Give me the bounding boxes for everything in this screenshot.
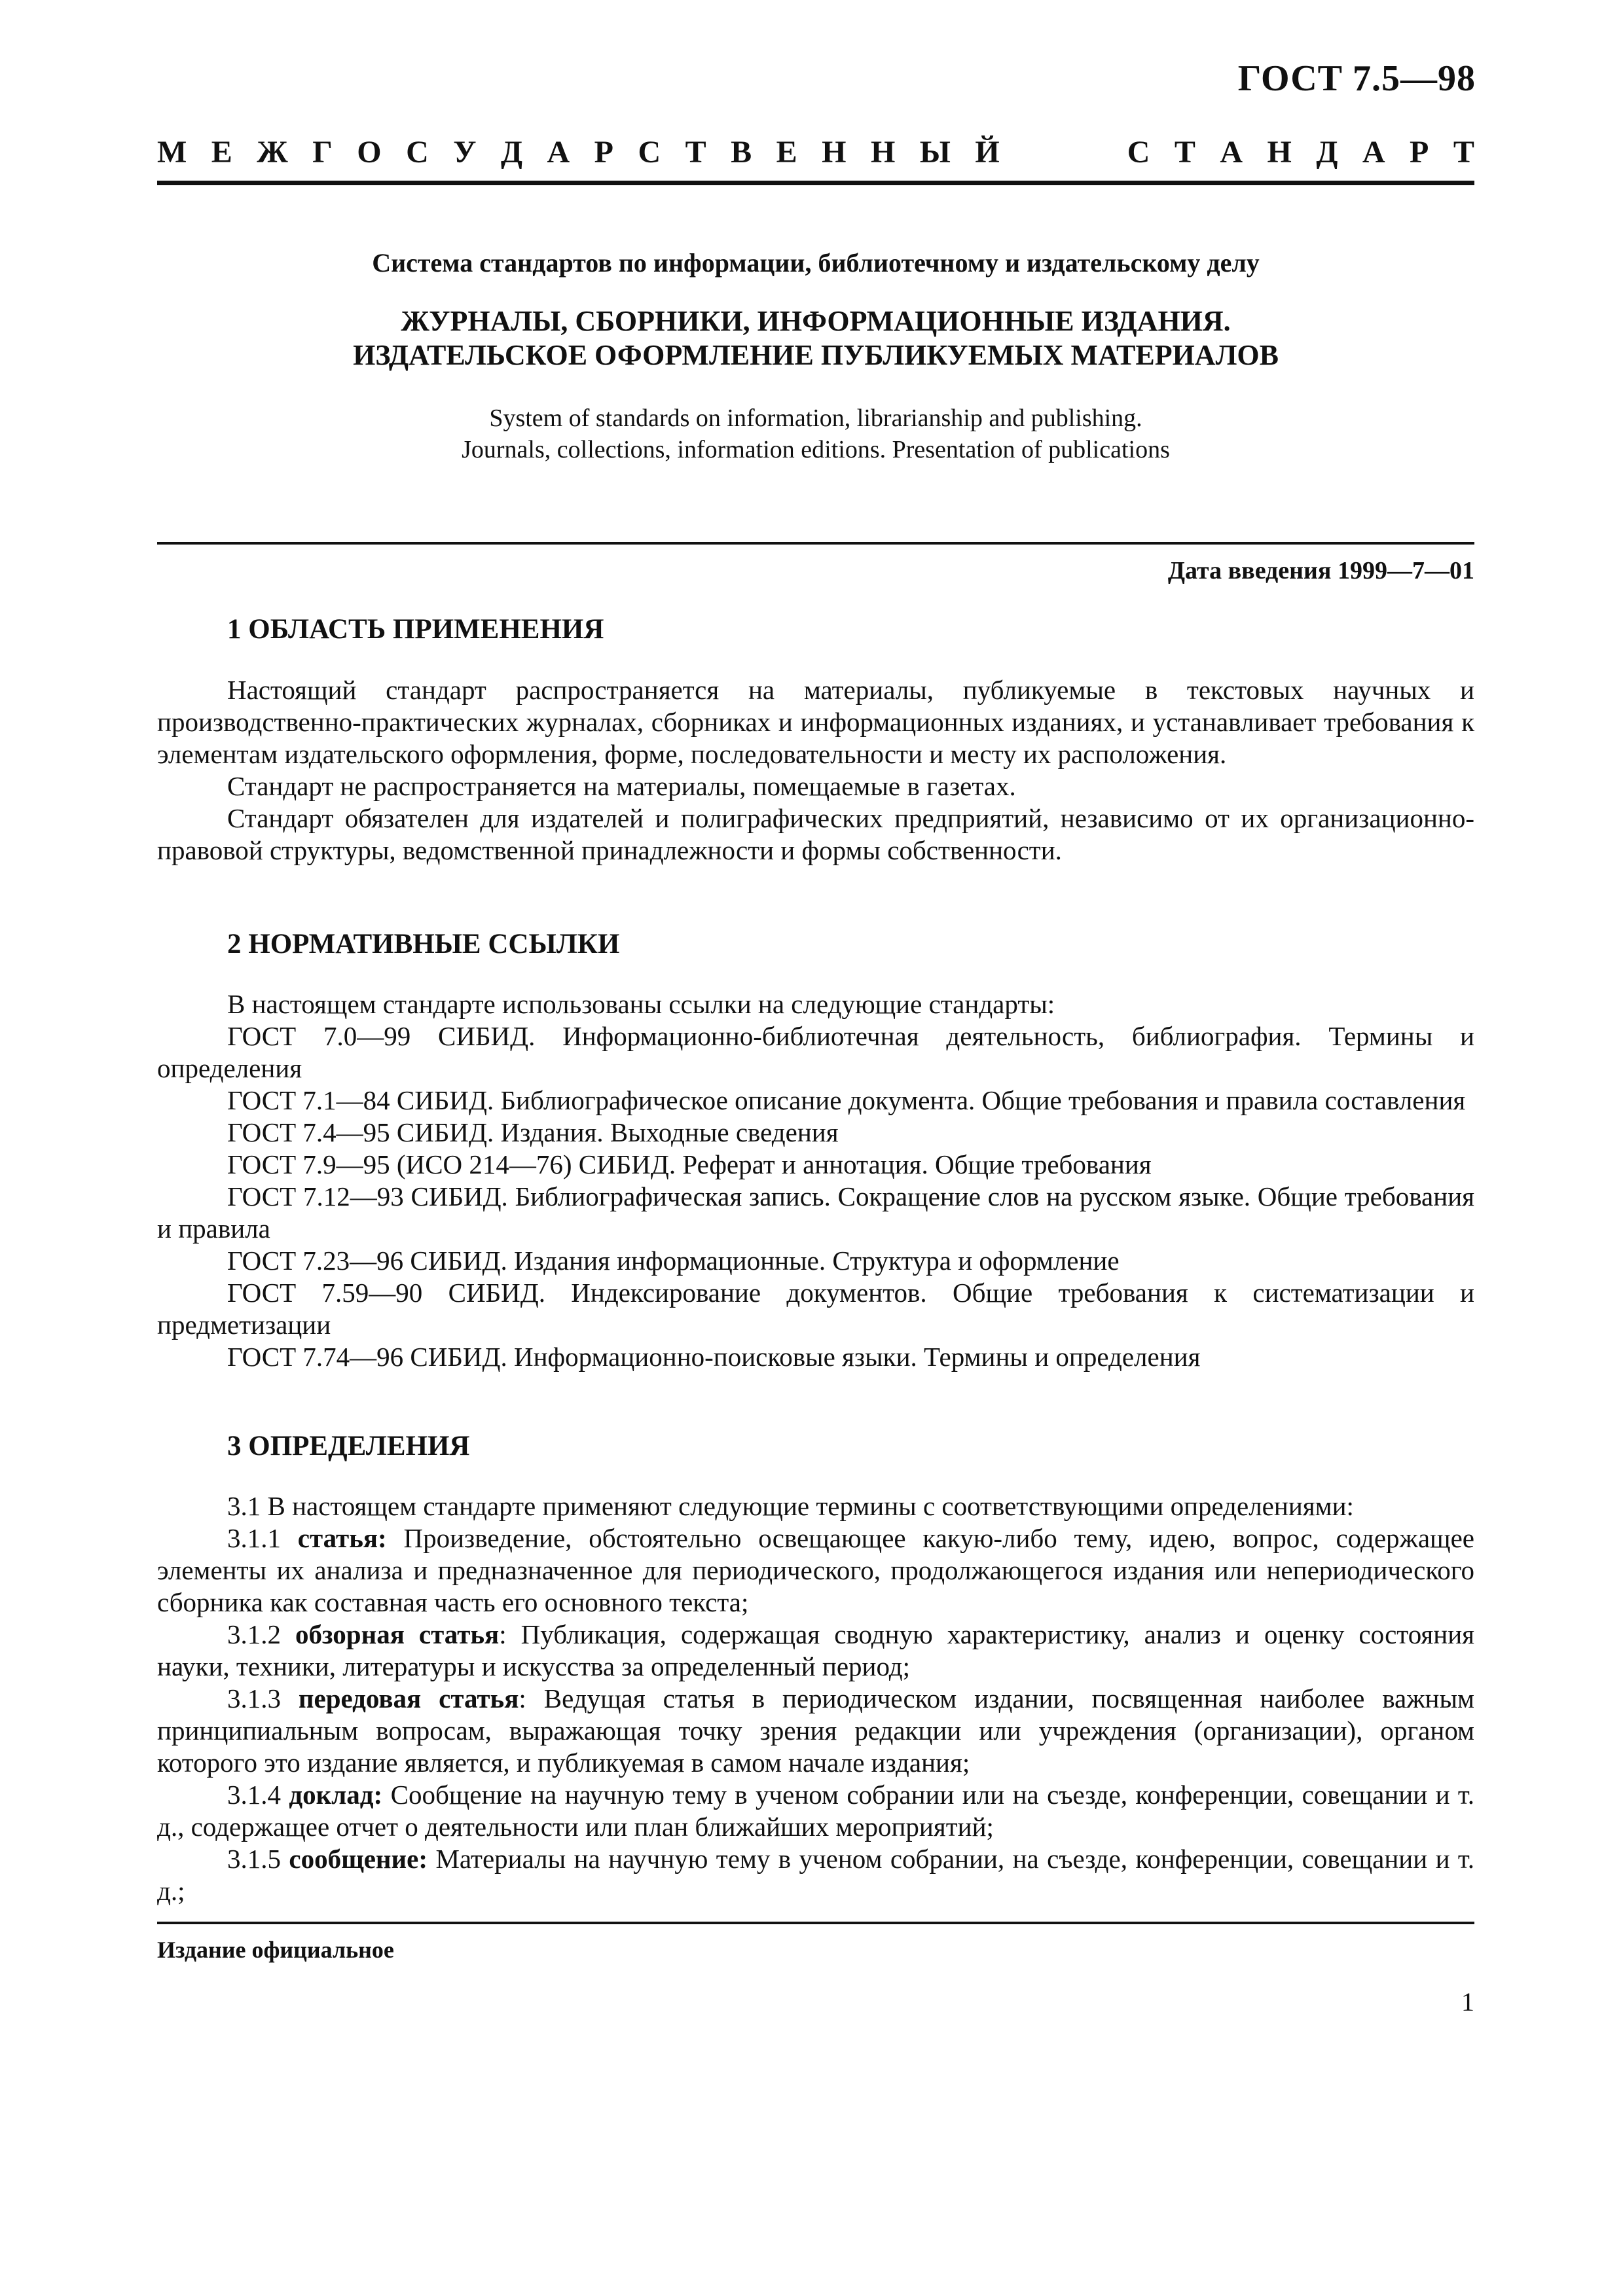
section-2-heading: 2 НОРМАТИВНЫЕ ССЫЛКИ	[227, 929, 620, 960]
banner-letter: Т	[1453, 135, 1474, 170]
header-rule	[157, 181, 1474, 185]
banner-gap	[1024, 134, 1103, 170]
paragraph: Настоящий стандарт распространяется на материалы, публикуемые в текстовых научных и производственно-практических журналах, сборниках и информационных изданиях, и устанавливает требования к элементам издательского оформления, форме, последовательности и месту их расположения.	[157, 675, 1474, 769]
banner-letter: Е	[211, 135, 232, 170]
official-edition-note: Издание официальное	[157, 1937, 394, 1963]
definition-term: доклад:	[289, 1780, 383, 1810]
section-1-heading: 1 ОБЛАСТЬ ПРИМЕНЕНИЯ	[227, 614, 604, 645]
page-number: 1	[1461, 1987, 1474, 2017]
banner-letter: Д	[500, 135, 523, 170]
english-title	[157, 403, 1474, 465]
banner-letter: У	[453, 135, 477, 170]
definition-item	[157, 1779, 1474, 1843]
paragraph: В настоящем стандарте использованы ссылки на следующие стандарты:	[227, 989, 1055, 1019]
banner-letter: Ж	[257, 135, 288, 170]
definition-number: 3.1.3	[227, 1683, 281, 1713]
english-title-line: System of standards on information, librarianship and publishing.	[489, 404, 1142, 432]
reference-item: ГОСТ 7.1—84 СИБИД. Библиографическое описание документа. Общие требования и правила составления	[227, 1085, 1466, 1115]
definition-term: передовая статья	[298, 1683, 519, 1713]
definition-item	[157, 1843, 1474, 1907]
banner-letter: А	[547, 135, 570, 170]
section-3-heading: 3 ОПРЕДЕЛЕНИЯ	[227, 1431, 470, 1462]
section-3-body	[157, 1490, 1474, 1907]
banner-letter: Г	[312, 135, 333, 170]
banner-letter: Р	[594, 135, 613, 170]
intro-date: Дата введения 1999—7—01	[1167, 557, 1474, 584]
standard-banner	[157, 134, 1474, 170]
definition-item	[157, 1522, 1474, 1619]
definition-text: : Публикация, содержащая сводную характеристику, анализ и оценку состояния науки, техники, литературы и искусства за определенный период;	[157, 1619, 1475, 1681]
banner-letter: Д	[1316, 135, 1338, 170]
definition-number: 3.1.2	[227, 1619, 281, 1649]
title-rule	[157, 542, 1474, 545]
definition-item	[157, 1683, 1474, 1779]
paragraph: Стандарт обязателен для издателей и полиграфических предприятий, независимо от их организационно-правовой структуры, ведомственной принадлежности и формы собственности.	[157, 803, 1474, 865]
banner-letter: О	[357, 135, 382, 170]
reference-item: ГОСТ 7.12—93 СИБИД. Библиографическая запись. Сокращение слов на русском языке. Общие требования и правила	[157, 1181, 1474, 1244]
banner-letter: Н	[1267, 135, 1292, 170]
main-title-line: ЖУРНАЛЫ, СБОРНИКИ, ИНФОРМАЦИОННЫЕ ИЗДАНИЯ.	[401, 305, 1231, 337]
banner-letter: Ы	[919, 135, 951, 170]
definition-text: Сообщение на научную тему в ученом собрании или на съезде, конференции, совещании и т. д., содержащее отчет о деятельности или план ближайших мероприятий;	[157, 1780, 1475, 1842]
banner-letter: С	[1127, 135, 1150, 170]
definition-term: обзорная статья	[295, 1619, 500, 1649]
definition-item	[157, 1619, 1474, 1683]
definition-number: 3.1.5	[227, 1844, 281, 1874]
definition-text: : Ведущая статья в периодическом издании, посвященная наиболее важным принципиальным вопросам, выражающая точку зрения редакции или учреждения (организации), органом которого это издание является, и публикуемая в самом начале издания;	[157, 1683, 1474, 1778]
banner-letter: Р	[1410, 135, 1429, 170]
banner-letter: В	[731, 135, 752, 170]
paragraph: 3.1 В настоящем стандарте применяют следующие термины с соответствующими определениями:	[227, 1491, 1354, 1521]
definition-term: сообщение:	[289, 1844, 428, 1874]
definition-number: 3.1.4	[227, 1780, 281, 1810]
banner-letter: Н	[870, 135, 896, 170]
reference-item: ГОСТ 7.59—90 СИБИД. Индексирование документов. Общие требования к систематизации и предметизации	[157, 1278, 1474, 1340]
main-title-line: ИЗДАТЕЛЬСКОЕ ОФОРМЛЕНИЕ ПУБЛИКУЕМЫХ МАТЕРИАЛОВ	[353, 339, 1279, 371]
banner-letter: Т	[685, 135, 706, 170]
gost-number: ГОСТ 7.5—98	[1237, 58, 1476, 99]
reference-item: ГОСТ 7.0—99 СИБИД. Информационно-библиотечная деятельность, библиография. Термины и определения	[157, 1021, 1474, 1083]
reference-item: ГОСТ 7.23—96 СИБИД. Издания информационные. Структура и оформление	[227, 1246, 1120, 1276]
reference-item: ГОСТ 7.4—95 СИБИД. Издания. Выходные сведения	[227, 1117, 839, 1147]
definition-term: статья:	[297, 1523, 387, 1553]
section-2-body	[157, 988, 1474, 1373]
definition-text: Произведение, обстоятельно освещающее какую-либо тему, идею, вопрос, содержащее элементы их анализа и предназначенное для периодического, продолжающегося издания или непериодического сборника как составная часть его основного текста;	[157, 1523, 1475, 1617]
reference-item: ГОСТ 7.9—95 (ИСО 214—76) СИБИД. Реферат и аннотация. Общие требования	[227, 1149, 1152, 1179]
system-title: Система стандартов по информации, библиотечному и издательскому делу	[372, 248, 1260, 278]
banner-letter: А	[1220, 135, 1243, 170]
paragraph: Стандарт не распространяется на материалы, помещаемые в газетах.	[227, 771, 1016, 801]
banner-letter: М	[157, 135, 187, 170]
banner-letter: С	[638, 135, 661, 170]
banner-letter: Е	[776, 135, 797, 170]
banner-letter: А	[1362, 135, 1385, 170]
main-title	[157, 304, 1474, 372]
definition-number: 3.1.1	[227, 1523, 281, 1553]
section-1-body	[157, 674, 1474, 867]
reference-item: ГОСТ 7.74—96 СИБИД. Информационно-поисковые языки. Термины и определения	[227, 1342, 1201, 1372]
banner-letter: Н	[822, 135, 847, 170]
banner-letter: Й	[975, 135, 1000, 170]
banner-letter: С	[406, 135, 429, 170]
banner-letter: Т	[1174, 135, 1195, 170]
footer-rule	[157, 1922, 1474, 1924]
definition-text: Материалы на научную тему в ученом собрании, на съезде, конференции, совещании и т. д.;	[157, 1844, 1475, 1906]
english-title-line: Journals, collections, information editions. Presentation of publications	[462, 436, 1170, 463]
